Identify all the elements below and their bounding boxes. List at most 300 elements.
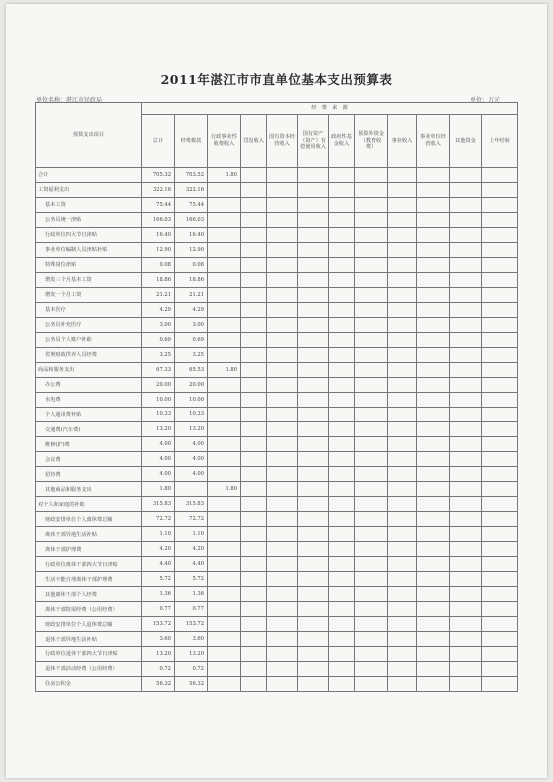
- row-label: 商品和服务支出: [36, 362, 142, 377]
- cell-empty: [450, 362, 482, 377]
- row-label: 住房公积金: [36, 676, 142, 691]
- cell-empty: [482, 347, 518, 362]
- cell-empty: [355, 422, 388, 437]
- row-label: 公务员统一津贴: [36, 212, 142, 227]
- cell-empty: [267, 452, 298, 467]
- cell-funding: 153.72: [175, 617, 208, 632]
- cell-empty: [267, 347, 298, 362]
- cell-empty: [355, 182, 388, 197]
- table-row: [36, 542, 518, 557]
- cell-empty: [241, 227, 267, 242]
- table-row: [36, 182, 518, 197]
- row-label: 增发一个月工资: [36, 287, 142, 302]
- cell-empty: [450, 572, 482, 587]
- cell-empty: [267, 272, 298, 287]
- cell-empty: [329, 676, 355, 691]
- cell-empty: [241, 587, 267, 602]
- cell-funding: 16.40: [175, 227, 208, 242]
- cell-empty: [355, 272, 388, 287]
- cell-empty: [298, 347, 329, 362]
- cell-empty: [482, 212, 518, 227]
- cell-empty: [482, 602, 518, 617]
- cell-empty: [417, 527, 450, 542]
- cell-empty: [482, 647, 518, 662]
- cell-total: 3.60: [142, 632, 175, 647]
- cell-empty: [482, 332, 518, 347]
- table-row: [36, 392, 518, 407]
- cell-empty: [298, 317, 329, 332]
- cell-empty: [329, 392, 355, 407]
- cell-empty: [267, 467, 298, 482]
- cell-empty: [482, 302, 518, 317]
- cell-total: 16.40: [142, 227, 175, 242]
- cell-empty: [450, 407, 482, 422]
- header-col: 预算外资金（教育收费）: [355, 115, 388, 168]
- cell-empty: [417, 182, 450, 197]
- cell-empty: [329, 257, 355, 272]
- cell-empty: [388, 332, 417, 347]
- table-row: [36, 617, 518, 632]
- cell-empty: [482, 676, 518, 691]
- cell-empty: [482, 197, 518, 212]
- cell-funding: 3.00: [175, 317, 208, 332]
- unit-name: 单位名称：湛江市民政局: [36, 97, 103, 104]
- table-row: [36, 377, 518, 392]
- row-label: 离休干部护理费: [36, 542, 142, 557]
- cell-empty: [482, 407, 518, 422]
- header-col: 政府性基金收入: [329, 115, 355, 168]
- cell-total: 4.00: [142, 437, 175, 452]
- cell-empty: [355, 257, 388, 272]
- cell-empty: [482, 182, 518, 197]
- cell-empty: [450, 168, 482, 183]
- cell-empty: [355, 497, 388, 512]
- cell-empty: [329, 437, 355, 452]
- cell-empty: [241, 347, 267, 362]
- table-row: [36, 362, 518, 377]
- cell-funding: 18.86: [175, 272, 208, 287]
- cell-empty: [241, 482, 267, 497]
- cell-fee-income: [208, 676, 241, 691]
- header-col: 其他资金: [450, 115, 482, 168]
- row-label: 基本工资: [36, 197, 142, 212]
- cell-empty: [329, 452, 355, 467]
- cell-empty: [298, 242, 329, 257]
- cell-empty: [417, 377, 450, 392]
- cell-funding: 20.00: [175, 377, 208, 392]
- cell-empty: [298, 437, 329, 452]
- row-label: 行政单位四大节日津贴: [36, 227, 142, 242]
- cell-empty: [241, 512, 267, 527]
- cell-total: 12.90: [142, 242, 175, 257]
- cell-empty: [298, 482, 329, 497]
- cell-empty: [388, 572, 417, 587]
- cell-fee-income: [208, 437, 241, 452]
- cell-total: 315.83: [142, 497, 175, 512]
- cell-funding: 0.69: [175, 332, 208, 347]
- cell-empty: [388, 497, 417, 512]
- cell-empty: [355, 467, 388, 482]
- table-row: [36, 227, 518, 242]
- cell-empty: [450, 212, 482, 227]
- cell-empty: [329, 527, 355, 542]
- header-col: 国有资产（资产）有偿使用收入: [298, 115, 329, 168]
- cell-empty: [417, 317, 450, 332]
- cell-funding: 12.90: [175, 242, 208, 257]
- cell-empty: [329, 422, 355, 437]
- table-row: [36, 497, 518, 512]
- cell-fee-income: [208, 212, 241, 227]
- cell-total: 4.29: [142, 302, 175, 317]
- table-row: [36, 512, 518, 527]
- cell-empty: [417, 557, 450, 572]
- cell-funding: 0.08: [175, 257, 208, 272]
- table-row: [36, 482, 518, 497]
- cell-empty: [388, 617, 417, 632]
- cell-empty: [329, 272, 355, 287]
- cell-empty: [482, 557, 518, 572]
- cell-empty: [267, 647, 298, 662]
- cell-empty: [388, 661, 417, 676]
- cell-empty: [241, 377, 267, 392]
- cell-funding: 1.10: [175, 527, 208, 542]
- cell-empty: [298, 392, 329, 407]
- row-label: 退休干部异地生活补贴: [36, 632, 142, 647]
- cell-empty: [450, 482, 482, 497]
- header-col: 总计: [142, 115, 175, 168]
- cell-total: 4.00: [142, 452, 175, 467]
- cell-fee-income: [208, 347, 241, 362]
- cell-empty: [267, 497, 298, 512]
- cell-empty: [267, 632, 298, 647]
- cell-fee-income: [208, 287, 241, 302]
- cell-empty: [355, 242, 388, 257]
- cell-total: 0.08: [142, 257, 175, 272]
- cell-empty: [355, 512, 388, 527]
- cell-empty: [450, 377, 482, 392]
- cell-empty: [241, 362, 267, 377]
- cell-empty: [241, 302, 267, 317]
- cell-funding: 65.53: [175, 362, 208, 377]
- table-row: [36, 197, 518, 212]
- cell-total: 1.36: [142, 587, 175, 602]
- cell-empty: [329, 617, 355, 632]
- cell-empty: [417, 392, 450, 407]
- cell-funding: 4.40: [175, 557, 208, 572]
- header-col: 经费拨款: [175, 115, 208, 168]
- row-label: 生活不能自理离休干部护理费: [36, 572, 142, 587]
- cell-funding: 3.25: [175, 347, 208, 362]
- cell-empty: [482, 467, 518, 482]
- cell-fee-income: [208, 632, 241, 647]
- table-row: [36, 317, 518, 332]
- cell-empty: [298, 407, 329, 422]
- cell-funding: 703.52: [175, 168, 208, 183]
- cell-empty: [267, 527, 298, 542]
- cell-fee-income: 1.80: [208, 362, 241, 377]
- cell-empty: [298, 377, 329, 392]
- row-label: 特殊岗位津贴: [36, 257, 142, 272]
- row-label: 公务员补充医疗: [36, 317, 142, 332]
- cell-empty: [355, 362, 388, 377]
- cell-empty: [450, 602, 482, 617]
- cell-empty: [355, 392, 388, 407]
- cell-empty: [450, 332, 482, 347]
- cell-empty: [298, 632, 329, 647]
- cell-fee-income: [208, 422, 241, 437]
- cell-empty: [482, 527, 518, 542]
- cell-total: 0.72: [142, 661, 175, 676]
- cell-empty: [355, 197, 388, 212]
- cell-fee-income: [208, 407, 241, 422]
- cell-empty: [482, 542, 518, 557]
- table-row: [36, 602, 518, 617]
- cell-empty: [267, 257, 298, 272]
- cell-empty: [482, 422, 518, 437]
- cell-empty: [482, 272, 518, 287]
- cell-funding: 72.72: [175, 512, 208, 527]
- cell-empty: [388, 467, 417, 482]
- cell-empty: [482, 317, 518, 332]
- cell-empty: [450, 467, 482, 482]
- cell-empty: [417, 602, 450, 617]
- table-row: [36, 661, 518, 676]
- cell-empty: [355, 287, 388, 302]
- cell-empty: [267, 227, 298, 242]
- cell-empty: [355, 482, 388, 497]
- cell-empty: [417, 362, 450, 377]
- row-label: 省规财政供养人员经费: [36, 347, 142, 362]
- cell-empty: [417, 661, 450, 676]
- table-row: [36, 302, 518, 317]
- cell-fee-income: [208, 332, 241, 347]
- cell-empty: [298, 422, 329, 437]
- cell-empty: [267, 661, 298, 676]
- cell-funding: 10.33: [175, 407, 208, 422]
- cell-empty: [241, 242, 267, 257]
- table-row: [36, 527, 518, 542]
- cell-empty: [417, 617, 450, 632]
- row-label: 行政单位离休干部四大节日津贴: [36, 557, 142, 572]
- table-body: [36, 168, 518, 692]
- cell-fee-income: [208, 302, 241, 317]
- cell-empty: [450, 197, 482, 212]
- cell-empty: [241, 557, 267, 572]
- table-row: [36, 287, 518, 302]
- table-row: [36, 572, 518, 587]
- cell-empty: [329, 332, 355, 347]
- cell-empty: [388, 392, 417, 407]
- cell-empty: [298, 572, 329, 587]
- cell-funding: 0.72: [175, 661, 208, 676]
- cell-empty: [482, 392, 518, 407]
- cell-empty: [388, 257, 417, 272]
- cell-empty: [298, 557, 329, 572]
- cell-empty: [329, 317, 355, 332]
- unit-label: 单位：万元: [469, 97, 500, 104]
- cell-empty: [482, 362, 518, 377]
- cell-empty: [329, 647, 355, 662]
- table-row: [36, 557, 518, 572]
- cell-empty: [417, 497, 450, 512]
- table-row: [36, 272, 518, 287]
- cell-total: 322.16: [142, 182, 175, 197]
- cell-empty: [388, 212, 417, 227]
- cell-empty: [267, 302, 298, 317]
- cell-fee-income: [208, 182, 241, 197]
- cell-empty: [482, 168, 518, 183]
- table-row: [36, 332, 518, 347]
- cell-empty: [388, 197, 417, 212]
- cell-empty: [388, 317, 417, 332]
- cell-empty: [329, 302, 355, 317]
- cell-empty: [388, 182, 417, 197]
- cell-empty: [482, 512, 518, 527]
- cell-empty: [355, 302, 388, 317]
- cell-empty: [355, 602, 388, 617]
- row-label: 财政安排单位个人离休费总额: [36, 512, 142, 527]
- cell-empty: [329, 482, 355, 497]
- cell-empty: [267, 242, 298, 257]
- cell-empty: [355, 212, 388, 227]
- cell-empty: [388, 362, 417, 377]
- cell-empty: [450, 227, 482, 242]
- cell-fee-income: [208, 227, 241, 242]
- cell-empty: [241, 212, 267, 227]
- cell-empty: [241, 572, 267, 587]
- cell-empty: [329, 182, 355, 197]
- row-label: 合计: [36, 168, 142, 183]
- cell-empty: [329, 362, 355, 377]
- cell-empty: [298, 287, 329, 302]
- cell-empty: [267, 587, 298, 602]
- cell-fee-income: 1.80: [208, 168, 241, 183]
- cell-empty: [267, 617, 298, 632]
- cell-empty: [329, 632, 355, 647]
- cell-empty: [482, 437, 518, 452]
- cell-empty: [482, 632, 518, 647]
- budget-table: [35, 102, 518, 692]
- cell-funding: 166.03: [175, 212, 208, 227]
- cell-empty: [417, 212, 450, 227]
- table-row: [36, 347, 518, 362]
- cell-empty: [298, 272, 329, 287]
- cell-empty: [267, 437, 298, 452]
- cell-empty: [267, 197, 298, 212]
- row-label: 其他商品和服务支出: [36, 482, 142, 497]
- header-col: 行政事业性收费收入: [208, 115, 241, 168]
- cell-fee-income: [208, 392, 241, 407]
- cell-empty: [267, 407, 298, 422]
- cell-empty: [388, 452, 417, 467]
- cell-empty: [388, 482, 417, 497]
- cell-empty: [450, 257, 482, 272]
- cell-fee-income: [208, 272, 241, 287]
- cell-empty: [355, 676, 388, 691]
- cell-fee-income: [208, 542, 241, 557]
- cell-empty: [267, 392, 298, 407]
- cell-empty: [355, 437, 388, 452]
- cell-empty: [267, 362, 298, 377]
- cell-empty: [298, 587, 329, 602]
- cell-empty: [267, 602, 298, 617]
- cell-empty: [241, 527, 267, 542]
- cell-empty: [355, 542, 388, 557]
- cell-empty: [241, 661, 267, 676]
- row-label: 事业单位编制人员津贴补贴: [36, 242, 142, 257]
- cell-empty: [450, 347, 482, 362]
- cell-empty: [417, 647, 450, 662]
- cell-empty: [417, 287, 450, 302]
- cell-empty: [241, 437, 267, 452]
- cell-fee-income: [208, 661, 241, 676]
- cell-total: 75.44: [142, 197, 175, 212]
- cell-empty: [241, 287, 267, 302]
- table-row: [36, 452, 518, 467]
- row-label: 离休干部特需经费（公用经费）: [36, 602, 142, 617]
- cell-empty: [329, 557, 355, 572]
- cell-empty: [388, 287, 417, 302]
- cell-empty: [241, 467, 267, 482]
- cell-empty: [241, 257, 267, 272]
- cell-empty: [417, 632, 450, 647]
- cell-empty: [298, 661, 329, 676]
- cell-fee-income: [208, 197, 241, 212]
- cell-empty: [482, 572, 518, 587]
- cell-empty: [482, 587, 518, 602]
- cell-empty: [417, 347, 450, 362]
- cell-total: 10.00: [142, 392, 175, 407]
- cell-empty: [450, 557, 482, 572]
- cell-empty: [329, 661, 355, 676]
- cell-empty: [355, 317, 388, 332]
- cell-funding: 322.16: [175, 182, 208, 197]
- cell-empty: [241, 602, 267, 617]
- cell-empty: [329, 227, 355, 242]
- cell-empty: [388, 168, 417, 183]
- cell-empty: [241, 182, 267, 197]
- cell-empty: [355, 407, 388, 422]
- cell-total: 21.21: [142, 287, 175, 302]
- row-label: 增发三个月基本工资: [36, 272, 142, 287]
- cell-fee-income: [208, 527, 241, 542]
- cell-total: 3.00: [142, 317, 175, 332]
- cell-empty: [417, 676, 450, 691]
- cell-empty: [298, 647, 329, 662]
- cell-empty: [267, 422, 298, 437]
- cell-total: 4.20: [142, 542, 175, 557]
- cell-empty: [329, 407, 355, 422]
- cell-empty: [241, 632, 267, 647]
- cell-empty: [388, 422, 417, 437]
- cell-funding: 4.00: [175, 467, 208, 482]
- cell-fee-income: [208, 257, 241, 272]
- row-label: 水电费: [36, 392, 142, 407]
- cell-empty: [482, 452, 518, 467]
- cell-empty: [267, 572, 298, 587]
- cell-empty: [417, 467, 450, 482]
- cell-empty: [482, 617, 518, 632]
- cell-empty: [298, 617, 329, 632]
- cell-empty: [267, 332, 298, 347]
- cell-empty: [298, 527, 329, 542]
- cell-empty: [482, 482, 518, 497]
- table-row: [36, 632, 518, 647]
- cell-funding: 13.20: [175, 647, 208, 662]
- header-funding-source: 经 费 来 源: [142, 103, 518, 115]
- row-label: 个人通讯费补贴: [36, 407, 142, 422]
- cell-empty: [388, 557, 417, 572]
